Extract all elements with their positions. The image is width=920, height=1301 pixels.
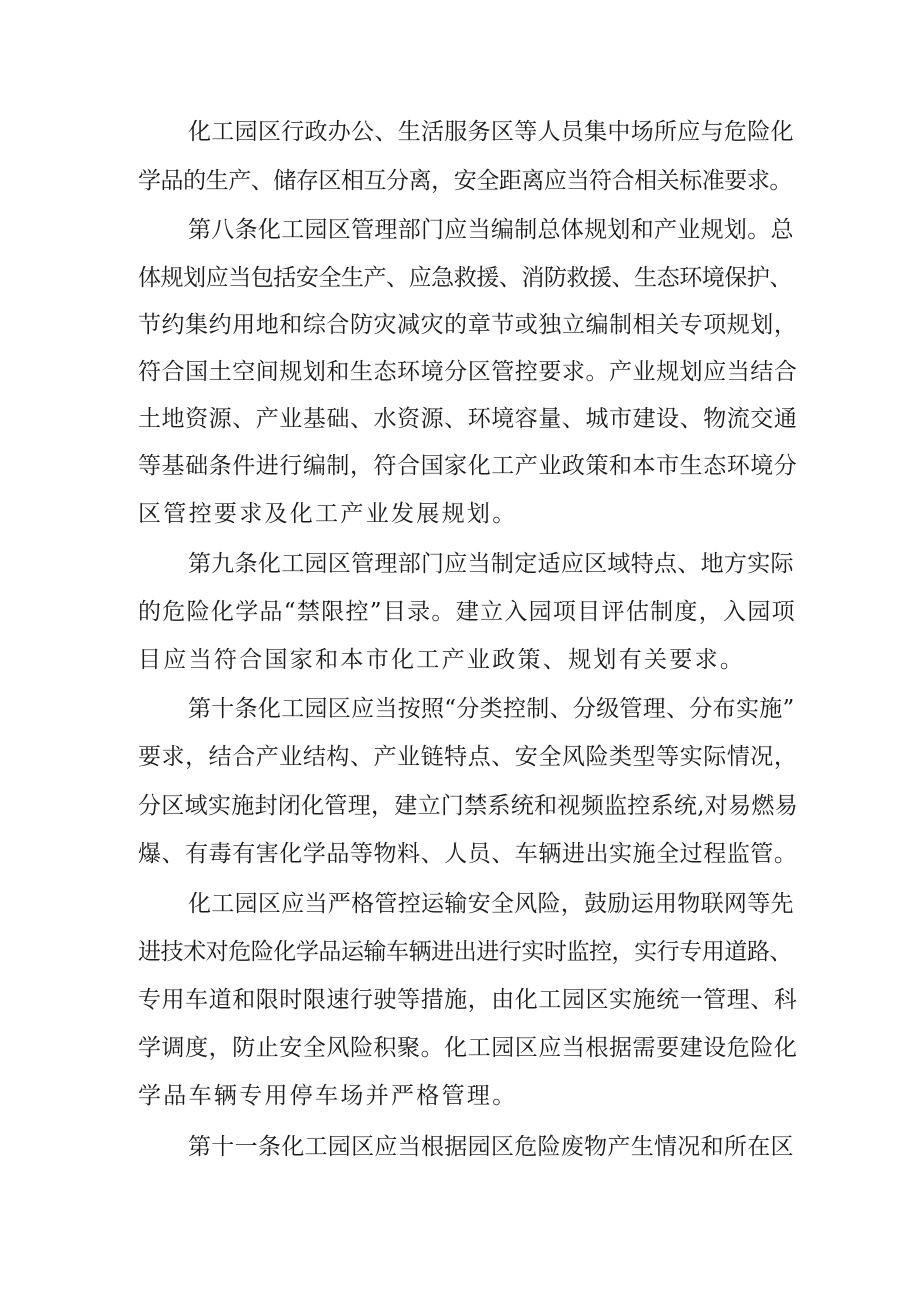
text-line: 节约集约用地和综合防灾减灾的章节或独立编制相关专项规划， xyxy=(138,312,798,338)
text-line: 第十条化工园区应当按照“分类控制、分级管理、分布实施” xyxy=(188,696,795,722)
text-line: 化工园区应当严格管控运输安全风险，鼓励运用物联网等先 xyxy=(188,891,794,917)
text-line: 第十一条化工园区应当根据园区危险废物产生情况和所在区 xyxy=(188,1134,794,1160)
text-line: 符合国土空间规划和生态环境分区管控要求。产业规划应当结合 xyxy=(138,359,798,385)
text-line: 学品车辆专用停车场并严格管理。 xyxy=(138,1083,518,1109)
text-line: 等基础条件进行编制，符合国家化工产业政策和本市生态环境分 xyxy=(138,453,798,479)
text-line: 土地资源、产业基础、水资源、环境容量、城市建设、物流交通 xyxy=(138,406,798,432)
text-line: 第九条化工园区管理部门应当制定适应区域特点、地方实际 xyxy=(188,551,794,577)
text-line: 第八条化工园区管理部门应当编制总体规划和产业规划。总 xyxy=(188,217,794,243)
text-line: 的危险化学品“禁限控”目录。建立入园项目评估制度，入园项 xyxy=(138,599,796,625)
text-line: 专用车道和限时限速行驶等措施，由化工园区实施统一管理、科 xyxy=(138,987,798,1013)
text-line: 进技术对危险化学品运输车辆进出进行实时监控，实行专用道路、 xyxy=(138,939,792,965)
text-line: 目应当符合国家和本市化工产业政策、规划有关要求。 xyxy=(138,647,746,673)
text-line: 体规划应当包括安全生产、应急救援、消防救援、生态环境保护、 xyxy=(138,265,792,291)
text-line: 要求，结合产业结构、产业链特点、安全风险类型等实际情况， xyxy=(138,744,798,770)
text-line: 化工园区行政办公、生活服务区等人员集中场所应与危险化 xyxy=(188,119,794,145)
text-line: 学品的生产、储存区相互分离，安全距离应当符合相关标准要求。 xyxy=(138,168,792,194)
text-line: 爆、有毒有害化学品等物料、人员、车辆进出实施全过程监管。 xyxy=(138,841,798,867)
text-line: 区管控要求及化工产业发展规划。 xyxy=(138,501,518,527)
text-line: 分区域实施封闭化管理，建立门禁系统和视频监控系统,对易燃易 xyxy=(138,793,799,819)
text-line: 学调度，防止安全风险积聚。化工园区应当根据需要建设危险化 xyxy=(138,1035,798,1061)
